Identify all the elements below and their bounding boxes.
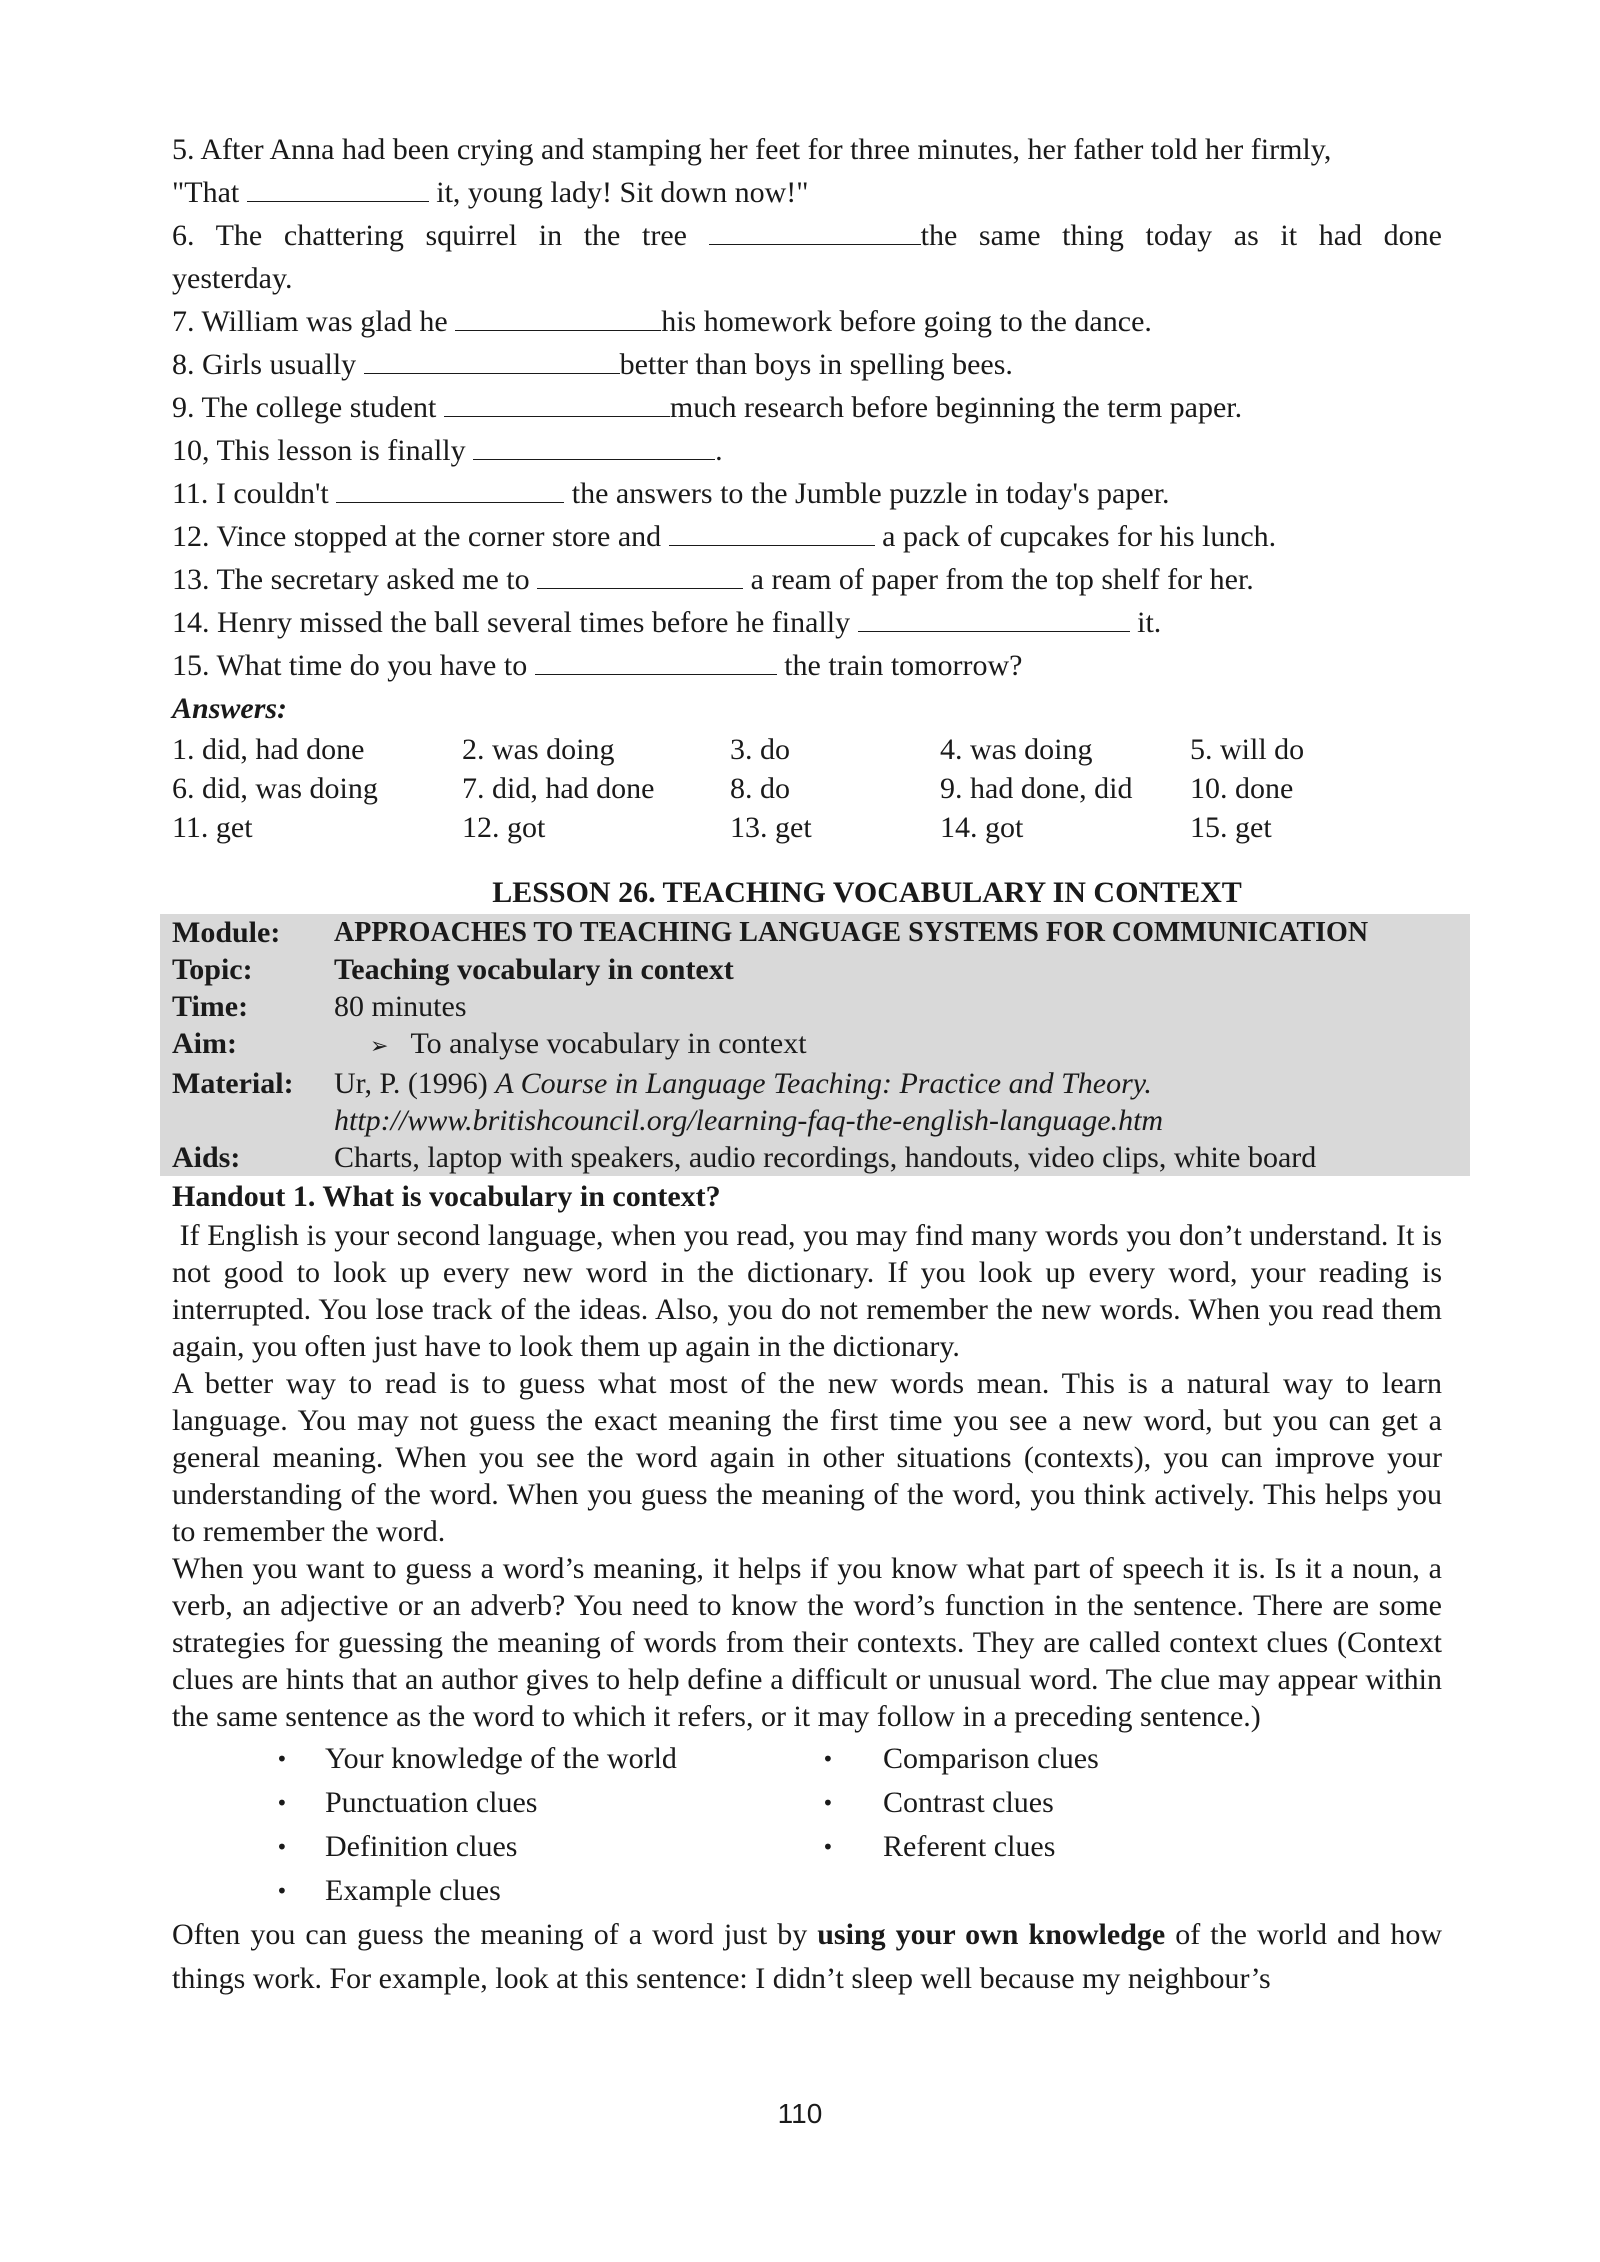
material-value: Ur, P. (1996) A Course in Language Teaching: Practice and Theory. http://www.britishcouncil.org/learning-faq-the-english-language.htm — [334, 1067, 1164, 1137]
list-item: • Example clues — [172, 1869, 822, 1913]
paragraph: A better way to read is to guess what most of the new words mean. This is a natural way to learn language. You may not guess the exact meaning the first time you see a new word, but you can get a general meaning. When you see the word again in other situations (contexts), you can improve your understanding of the word. When you guess the meaning of the word, you think actively. This helps you to remember the word. — [172, 1367, 1442, 1548]
answer-item: 11. get — [172, 811, 253, 844]
topic-value: Teaching vocabulary in context — [334, 953, 734, 986]
info-label: Aim: — [172, 1027, 237, 1060]
answer-blank[interactable] — [455, 302, 661, 331]
list-item: • Punctuation clues — [172, 1781, 822, 1825]
closing-paragraph: Often you can guess the meaning of a word just by using your own knowledge of the world and how things work. For example, look at this sentence: I didn’t sleep well because my neighbour’s — [172, 1918, 1442, 1995]
answer-blank[interactable] — [669, 517, 875, 546]
answer-blank[interactable] — [336, 474, 564, 503]
answer-blank[interactable] — [537, 560, 743, 589]
arrow-bullet-icon: ➢ — [370, 1034, 389, 1059]
info-row-aids — [172, 1139, 1470, 1176]
exercise-5-line2: "That it, young lady! Sit down now!" — [172, 171, 1442, 214]
material-url: http://www.britishcouncil.org/learning-faq-the-english-language.htm — [334, 1104, 1164, 1137]
info-label: Topic: — [172, 953, 253, 986]
list-item: • Comparison clues — [822, 1737, 1442, 1781]
exercise-10: 10, This lesson is finally . — [172, 429, 1442, 472]
exercise-14: 14. Henry missed the ball several times before he finally it. — [172, 601, 1442, 644]
module-value: APPROACHES TO TEACHING LANGUAGE SYSTEMS FOR COMMUNICATION — [334, 917, 1369, 948]
exercise-15: 15. What time do you have to the train tomorrow? — [172, 644, 1442, 687]
list-item: • Referent clues — [822, 1825, 1442, 1869]
answer-item: 3. do — [730, 733, 790, 766]
material-book-title: A Course in Language Teaching: Practice and Theory. — [495, 1067, 1152, 1100]
paragraph: If English is your second language, when you read, you may find many words you don’t understand. It is not good to look up every new word in the dictionary. If you look up every word, your reading is interrupted. You lose track of the ideas. Also, you do not remember the new words. When you read them again, you often just have to look them up again in the dictionary. — [172, 1219, 1450, 1363]
answer-item: 14. got — [940, 811, 1024, 844]
lesson-info-box — [160, 914, 1470, 1176]
answer-item: 7. did, had done — [462, 772, 655, 805]
bullet-icon: • — [822, 1791, 834, 1815]
page-number: 110 — [777, 2098, 823, 2129]
bullet-icon: • — [276, 1835, 288, 1859]
time-value: 80 minutes — [334, 990, 467, 1023]
answer-item: 10. done — [1190, 772, 1294, 805]
list-item: • Definition clues — [172, 1825, 822, 1869]
info-label: Aids: — [172, 1141, 241, 1174]
exercise-5-line1: 5. After Anna had been crying and stamping her feet for three minutes, her father told her firmly, — [172, 133, 1332, 166]
answer-item: 15. get — [1190, 811, 1272, 844]
info-row-aim — [172, 1025, 1470, 1065]
context-clues-list — [172, 1737, 1442, 1913]
answers-grid — [172, 730, 1442, 847]
bullet-column-right — [822, 1737, 1442, 1913]
bullet-icon: • — [276, 1791, 288, 1815]
answer-item: 4. was doing — [940, 733, 1093, 766]
bullet-icon: • — [822, 1747, 834, 1771]
document-page — [172, 128, 1450, 2001]
exercise-8: 8. Girls usually better than boys in spelling bees. — [172, 343, 1442, 386]
answers-heading: Answers: — [172, 692, 288, 725]
bullet-icon: • — [276, 1879, 288, 1903]
exercise-9: 9. The college student much research before beginning the term paper. — [172, 386, 1442, 429]
bullet-icon: • — [276, 1747, 288, 1771]
answer-item: 8. do — [730, 772, 790, 805]
exercise-7: 7. William was glad he his homework before going to the dance. — [172, 300, 1442, 343]
aim-value: ➢ To analyse vocabulary in context — [334, 1025, 1470, 1065]
info-row-module — [172, 914, 1470, 951]
handout-title: Handout 1. What is vocabulary in context? — [172, 1180, 721, 1213]
exercise-11: 11. I couldn't the answers to the Jumble puzzle in today's paper. — [172, 472, 1442, 515]
lesson-title: LESSON 26. TEACHING VOCABULARY IN CONTEXT — [492, 876, 1242, 909]
answer-item: 5. will do — [1190, 733, 1305, 766]
info-label: Time: — [172, 990, 249, 1023]
list-item: • Contrast clues — [822, 1781, 1442, 1825]
answer-blank[interactable] — [444, 388, 670, 417]
answer-blank[interactable] — [858, 603, 1130, 632]
exercise-6-line1: 6. The chattering squirrel in the tree the same thing today as it had done — [172, 214, 1442, 257]
exercise-6-line2: yesterday. — [172, 262, 293, 295]
answer-item: 2. was doing — [462, 733, 615, 766]
answer-blank[interactable] — [247, 173, 429, 202]
answer-item: 6. did, was doing — [172, 772, 378, 805]
exercise-13: 13. The secretary asked me to a ream of paper from the top shelf for her. — [172, 558, 1442, 601]
answer-item: 1. did, had done — [172, 733, 365, 766]
answer-blank[interactable] — [709, 216, 921, 245]
info-label: Module: — [172, 916, 281, 949]
info-row-topic — [172, 951, 1470, 988]
answer-item: 13. get — [730, 811, 812, 844]
info-row-material — [172, 1065, 1470, 1139]
aids-value: Charts, laptop with speakers, audio recordings, handouts, video clips, white board — [334, 1141, 1317, 1174]
exercise-12: 12. Vince stopped at the corner store and a pack of cupcakes for his lunch. — [172, 515, 1442, 558]
answer-blank[interactable] — [535, 646, 777, 675]
bullet-icon: • — [822, 1835, 834, 1859]
info-row-time — [172, 988, 1470, 1025]
paragraph: When you want to guess a word’s meaning, it helps if you know what part of speech it is. Is it a noun, a verb, an adjective or an adverb? You need to know the word’s function in the sentence. There are some strategies for guessing the meaning of words from their contexts. They are called context clues (Context clues are hints that an author gives to help define a difficult or unusual word. The clue may appear within the same sentence as the word to which it refers, or it may follow in a preceding sentence.) — [172, 1552, 1442, 1733]
answer-blank[interactable] — [473, 431, 715, 460]
info-label: Material: — [172, 1067, 294, 1100]
list-item: • Your knowledge of the world — [172, 1737, 822, 1781]
answer-item: 12. got — [462, 811, 546, 844]
answer-item: 9. had done, did — [940, 772, 1133, 805]
answer-blank[interactable] — [364, 345, 620, 374]
bullet-column-left — [172, 1737, 822, 1913]
